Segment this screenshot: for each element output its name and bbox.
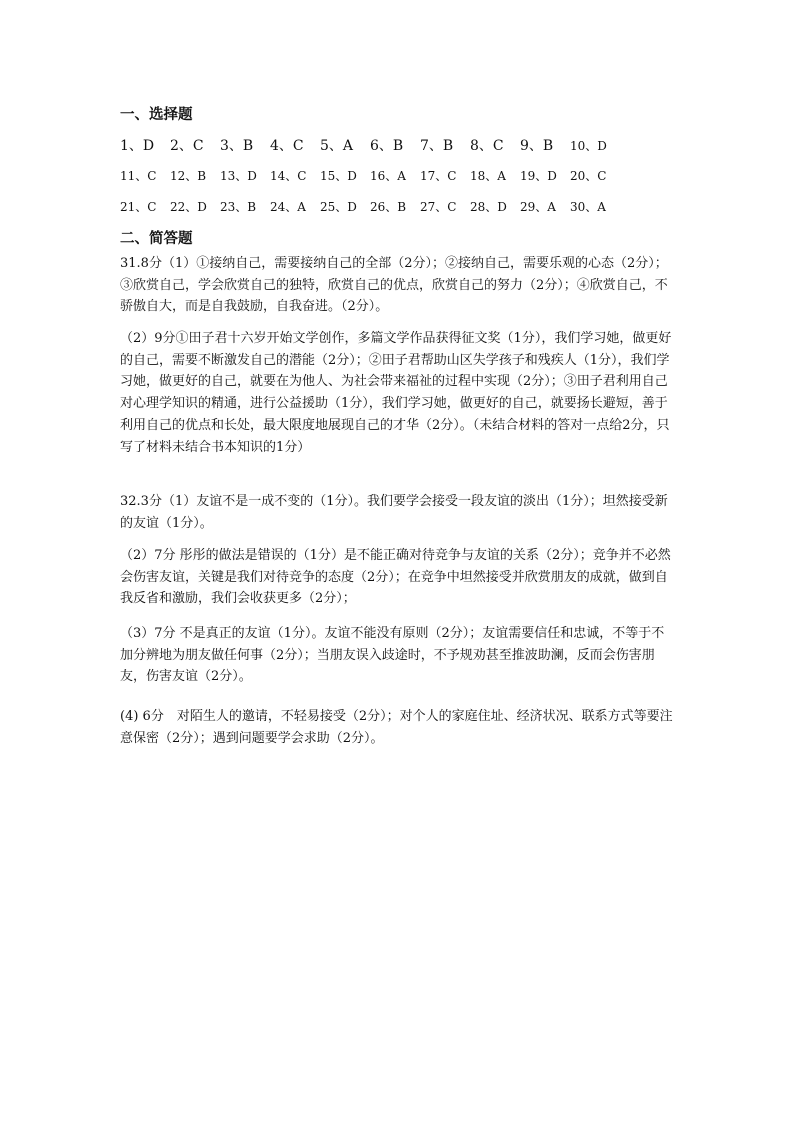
answer-item: 15、D bbox=[320, 169, 357, 183]
section-2-title: 二、简答题 bbox=[120, 230, 193, 247]
answer-item: 24、A bbox=[270, 200, 306, 214]
answer-item: 23、B bbox=[220, 200, 257, 214]
answer-item: 17、C bbox=[420, 169, 457, 183]
answer-paragraph-32-4: (4) 6分 对陌生人的邀请，不轻易接受（2分）；对个人的家庭住址、经济状况、联系方式等要注意保密（2分）；遇到问题要学会求助（2分）。 bbox=[120, 709, 673, 746]
answer-item: 2、C bbox=[170, 138, 204, 154]
answer-item: 9、B bbox=[520, 138, 554, 154]
answer-row-2 bbox=[120, 167, 620, 184]
answer-item: 26、B bbox=[370, 200, 407, 214]
section-1-title: 一、选择题 bbox=[120, 106, 193, 123]
answer-item: 30、A bbox=[570, 200, 606, 214]
answer-row-3 bbox=[120, 198, 620, 215]
answer-paragraph-31-1: 31.8分（1）①接纳自己，需要接纳自己的全部（2分）；②接纳自己，需要乐观的心态（2分）；③欣赏自己，学会欣赏自己的独特，欣赏自己的优点，欣赏自己的努力（2分）；④欣赏自己，不骄傲自大，而是自我鼓励，自我奋进。（2分）。 bbox=[120, 256, 668, 315]
answer-item: 6、B bbox=[370, 138, 404, 154]
answer-item: 19、D bbox=[520, 169, 557, 183]
answer-item: 4、C bbox=[270, 138, 304, 154]
answer-item: 10、D bbox=[570, 139, 607, 153]
answer-item: 13、D bbox=[220, 169, 257, 183]
answer-item: 1、D bbox=[120, 138, 155, 154]
answer-item: 5、A bbox=[320, 138, 354, 154]
answer-item: 16、A bbox=[370, 169, 406, 183]
answer-item: 7、B bbox=[420, 138, 454, 154]
answer-item: 14、C bbox=[270, 169, 307, 183]
answer-paragraph-32-3: （3）7分 不是真正的友谊（1分）。友谊不能没有原则（2分）；友谊需要信任和忠诚，不等于不加分辨地为朋友做任何事（2分）；当朋友误入歧途时，不予规劝甚至推波助澜，反而会伤害朋友，伤害友谊（2分）。 bbox=[120, 626, 665, 685]
answer-paragraph-31-2: （2）9分①田子君十六岁开始文学创作，多篇文学作品获得征文奖（1分），我们学习她，做更好的自己，需要不断激发自己的潜能（2分）；②田子君帮助山区失学孩子和残疾人（1分），我们学习她，做更好的自己，就要在为他人、为社会带来福祉的过程中实现（2分）；③田子君利用自己对心理学知识的精通，进行公益援助（1分），我们学习她，做更好的自己，就要扬长避短，善于利用自己的优点和长处，最大限度地展现自己的才华（2分）。（未结合材料的答对一点给2分，只写了材料未结合书本知识的1分） bbox=[120, 331, 672, 455]
answer-item: 11、C bbox=[120, 169, 157, 183]
answer-item: 28、D bbox=[470, 200, 507, 214]
answer-item: 20、C bbox=[570, 169, 607, 183]
answer-item: 29、A bbox=[520, 200, 556, 214]
answer-item: 3、B bbox=[220, 138, 254, 154]
answer-item: 21、C bbox=[120, 200, 157, 214]
answer-item: 8、C bbox=[470, 138, 504, 154]
answer-item: 27、C bbox=[420, 200, 457, 214]
answer-paragraph-32-2: （2）7分 彤彤的做法是错误的（1分）是不能正确对待竞争与友谊的关系（2分）；竞争并不必然会伤害友谊，关键是我们对待竞争的态度（2分）；在竞争中坦然接受并欣赏朋友的成就，做到自我反省和激励，我们会收获更多（2分）； bbox=[120, 548, 671, 607]
answer-row-1 bbox=[120, 135, 620, 155]
answer-item: 12、B bbox=[170, 169, 207, 183]
answer-item: 22、D bbox=[170, 200, 207, 214]
answer-item: 18、A bbox=[470, 169, 506, 183]
answer-item: 25、D bbox=[320, 200, 357, 214]
answer-paragraph-32-1: 32.3分（1）友谊不是一成不变的（1分）。我们要学会接受一段友谊的淡出（1分）；坦然接受新的友谊（1分）。 bbox=[120, 494, 668, 531]
